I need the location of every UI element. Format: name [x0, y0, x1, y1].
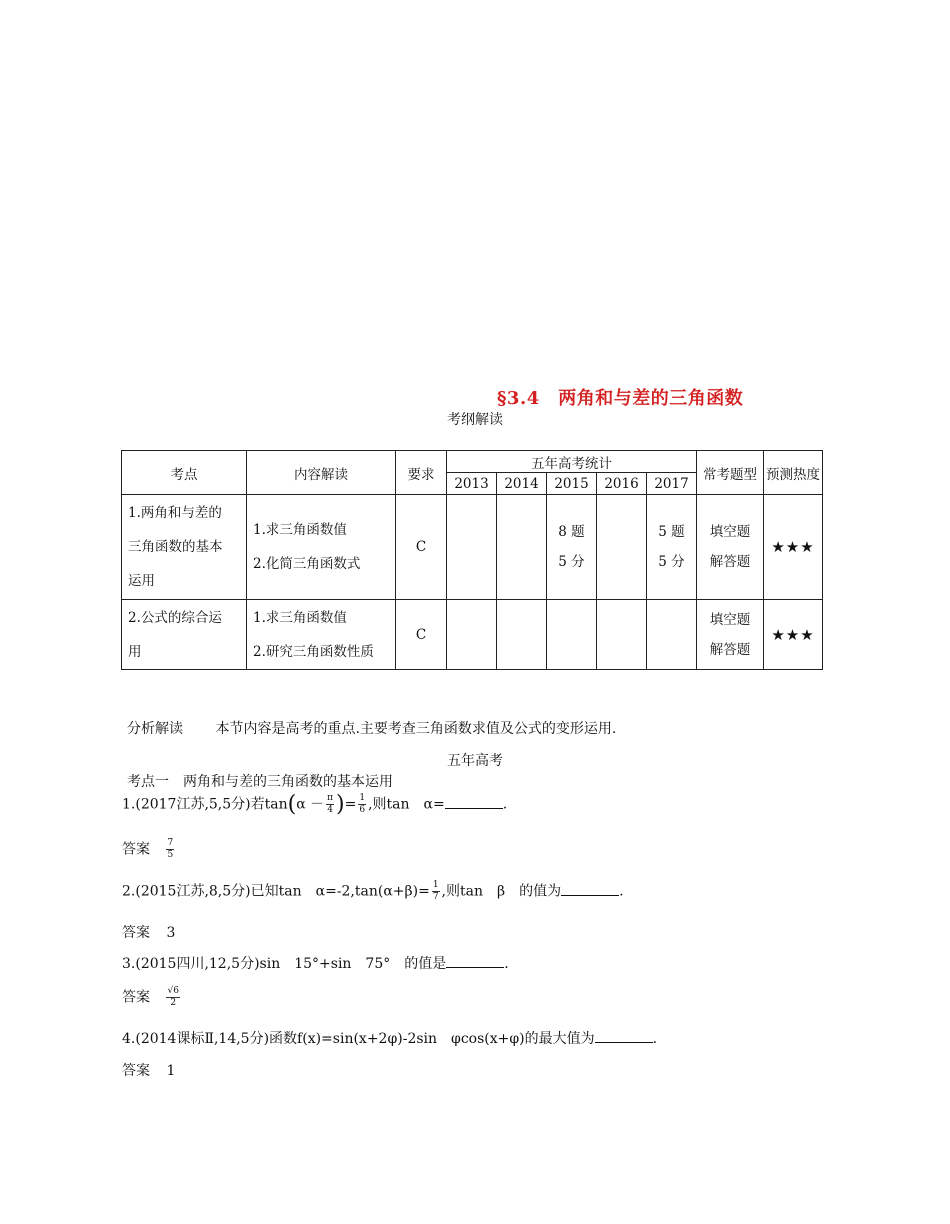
header-year: 2013: [447, 473, 497, 495]
cell-2014: [497, 495, 547, 600]
answer-3: 答案 $\frac{√6}{2}$: [122, 986, 179, 1008]
header-neirong: 内容解读: [247, 451, 396, 495]
cell-2016: [597, 600, 647, 670]
header-stats: 五年高考统计: [447, 451, 697, 473]
cell-2015: 8 题 5 分: [547, 495, 597, 600]
cell-yaoqiu: C: [396, 495, 447, 600]
cell-2017: [647, 600, 697, 670]
table-row: [122, 600, 823, 670]
table-row: [122, 495, 823, 600]
problem-2: 2.(2015江苏,8,5分)已知tan α=-2,tan(α+β)= $\frac{1}{7}$ ,则tan β 的值为 .: [122, 880, 624, 902]
problem-1: 1.(2017江苏,5,5分)若tan(α － $\frac{\pi}{4}$ )= $\frac{1}{6}$ ,则tan α= .: [122, 792, 508, 817]
cell-yaoqiu: C: [396, 600, 447, 670]
cell-2015: [547, 600, 597, 670]
answer-4: 答案 1: [122, 1063, 176, 1079]
problem-3: 3.(2015四川,12,5分)sin 15°+sin 75° 的值是 .: [122, 956, 509, 972]
cell-2016: [597, 495, 647, 600]
answer-blank: [595, 1030, 653, 1043]
header-yaoqiu: 要求: [396, 451, 447, 495]
header-year: 2014: [497, 473, 547, 495]
cell-neirong: 1.求三角函数值 2.研究三角函数性质: [247, 600, 396, 670]
analysis-text: 本节内容是高考的重点.主要考查三角函数求值及公式的变形运用.: [215, 721, 617, 737]
answer-1: 答案 $\frac{7}{5}$: [122, 838, 174, 860]
cell-redu-stars: ★★★: [764, 600, 823, 670]
cell-tixing: 填空题 解答题: [697, 600, 764, 670]
cell-neirong: 1.求三角函数值 2.化简三角函数式: [247, 495, 396, 600]
cell-tixing: 填空题 解答题: [697, 495, 764, 600]
section-title: §3.4 两角和与差的三角函数: [497, 388, 744, 409]
kaodian-heading: 考点一 两角和与差的三角函数的基本运用: [127, 774, 393, 790]
cell-kaodian: 2.公式的综合运 用: [122, 600, 247, 670]
cell-2017: 5 题 5 分: [647, 495, 697, 600]
header-year: 2016: [597, 473, 647, 495]
cell-2013: [447, 600, 497, 670]
cell-redu-stars: ★★★: [764, 495, 823, 600]
cell-2013: [447, 495, 497, 600]
five-year-title: 五年高考: [447, 753, 503, 769]
exam-table: [121, 450, 823, 670]
analysis: [127, 718, 616, 738]
header-tixing: 常考题型: [697, 451, 764, 495]
subtitle: 考纲解读: [447, 412, 503, 428]
cell-2014: [497, 600, 547, 670]
header-year: 2015: [547, 473, 597, 495]
answer-blank: [445, 796, 503, 809]
analysis-label: 分析解读: [127, 721, 183, 737]
answer-blank: [446, 955, 504, 968]
problem-4: 4.(2014课标Ⅱ,14,5分)函数f(x)=sin(x+2φ)-2sin φcos(x+φ)的最大值为 .: [122, 1031, 658, 1047]
answer-blank: [561, 883, 619, 896]
answer-2: 答案 3: [122, 925, 176, 941]
header-kaodian: 考点: [122, 451, 247, 495]
cell-kaodian: 1.两角和与差的 三角函数的基本 运用: [122, 495, 247, 600]
header-year: 2017: [647, 473, 697, 495]
header-redu: 预测热度: [764, 451, 823, 495]
